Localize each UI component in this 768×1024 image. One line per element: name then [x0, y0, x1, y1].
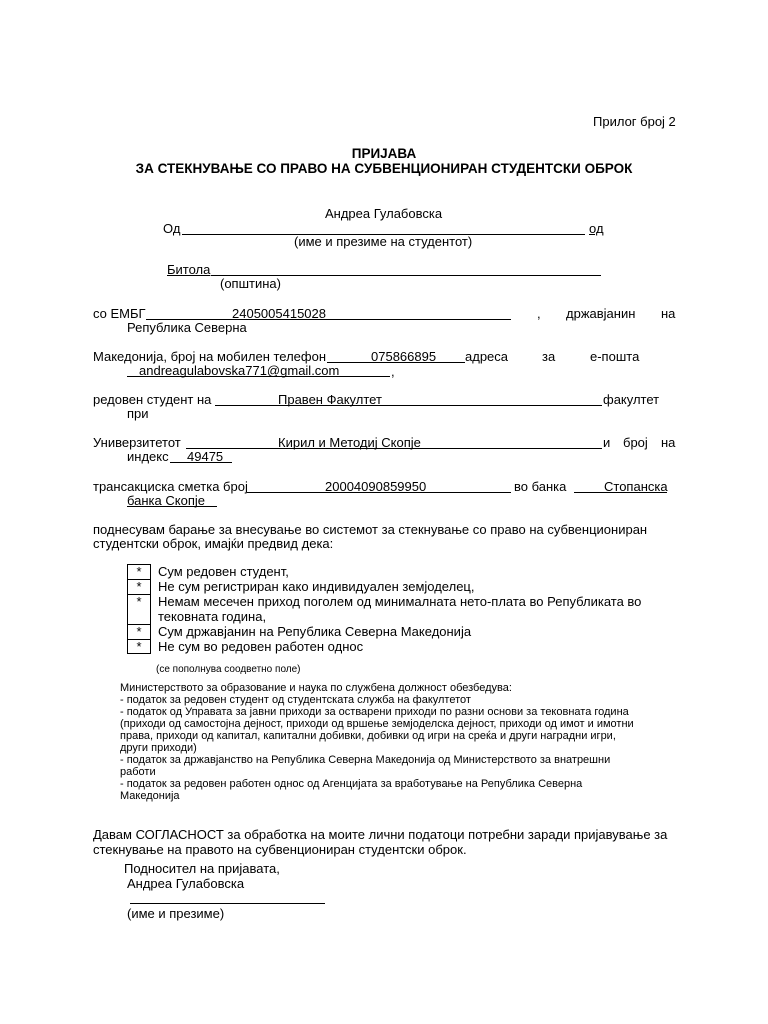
checklist-item	[127, 579, 641, 594]
ministry-note	[120, 682, 634, 802]
ministry-line: - податок за државјанство на Република Северна Македонија од Министерството за внатрешни	[120, 754, 611, 766]
checklist-text	[151, 594, 641, 624]
faculty-underline	[215, 405, 602, 406]
country-line1: Република Северна	[127, 320, 247, 335]
student-label: редовен студент на	[93, 392, 212, 407]
checkbox[interactable]: *	[127, 594, 151, 624]
ministry-line: права, приходи од капитал, капитални добивки, добивки од игри на среќа и други наградни игри,	[120, 730, 616, 742]
municipality-value: Битола	[167, 262, 211, 277]
on-label-2: на	[661, 435, 676, 450]
name-hint: (име и презиме на студентот)	[294, 234, 473, 249]
and-label: и	[603, 435, 611, 450]
checkbox[interactable]: *	[127, 579, 151, 594]
embg-label: со ЕМБГ	[93, 306, 146, 321]
applicant-name: Андреа Гулабовска	[127, 876, 245, 891]
checklist-item	[127, 594, 641, 624]
ministry-line: - податок од Управата за јавни приходи за остварени приходи по разни основи за тековната година	[120, 706, 629, 718]
email-comma: ,	[391, 364, 395, 379]
checkbox[interactable]: *	[127, 564, 151, 579]
applicant-label: Подносител на пријавата,	[124, 861, 280, 876]
from-label: Од	[163, 221, 181, 236]
index-value: 49475	[187, 449, 224, 464]
checklist-item	[127, 564, 641, 579]
municipality-hint: (општина)	[220, 276, 281, 291]
email-label: е-пошта	[590, 349, 640, 364]
checklist-text: Сум редовен студент,	[158, 564, 289, 579]
account-label: трансакциска сметка број	[93, 479, 248, 494]
for-label: за	[542, 349, 556, 364]
signature-hint: (име и презиме)	[127, 906, 225, 921]
phone-label: Македонија, број на мобилен телефон	[93, 349, 327, 364]
request-line1: поднесувам барање за внесување во системот за стекнување со право на субвенциониран	[93, 522, 648, 537]
citizen-label: државјанин	[566, 306, 636, 321]
checklist-text-line1: Немам месечен приход поголем од минималната нето-плата во Републиката во	[158, 594, 642, 609]
checkbox[interactable]: *	[127, 639, 151, 654]
checkbox[interactable]: *	[127, 624, 151, 639]
ministry-line: - податок за редовен работен однос од Агенцијата за вработување на Република Северна	[120, 778, 583, 790]
embg-value: 2405005415028	[232, 306, 326, 321]
university-value: Кирил и Методиј Скопје	[278, 435, 421, 450]
email-value: andreagulabovska771@gmail.com	[139, 363, 340, 378]
address-label: адреса	[465, 349, 509, 364]
fill-note: (се пополнува соодветно поле)	[156, 664, 301, 675]
ministry-line: Министерството за образование и наука по службена должност обезбедува:	[120, 682, 512, 694]
checklist-item	[127, 624, 641, 639]
applicant-name-value: Андреа Гулабовска	[325, 206, 443, 221]
faculty-value: Правен Факултет	[278, 392, 382, 407]
bank-label: во банка	[514, 479, 567, 494]
bank-value-line1: Стопанска	[604, 479, 668, 494]
university-label: Универзитетот	[93, 435, 181, 450]
phone-value: 075866895	[371, 349, 437, 364]
ministry-line: (приходи од самостојна дејност, приходи од вршење земјоделска дејност, приходи од имот и имотни	[120, 718, 634, 730]
ministry-line: - податок за редовен студент од студентската служба на факултетот	[120, 694, 471, 706]
checklist-text: Сум државјанин на Република Северна Македонија	[158, 624, 472, 639]
request-line2: студентски оброк, имајќи предвид дека:	[93, 536, 334, 551]
embg-comma: ,	[537, 306, 541, 321]
ministry-line: работи	[120, 766, 156, 778]
faculty-label: факултет	[603, 392, 660, 407]
checklist-item	[127, 639, 641, 654]
bank-value-line2: банка Скопје	[127, 493, 205, 508]
ministry-line: Македонија	[120, 790, 180, 802]
on-label: на	[661, 306, 676, 321]
index-label: индекс	[127, 449, 169, 464]
account-value: 20004090859950	[325, 479, 427, 494]
annex-number: Прилог број 2	[593, 114, 676, 129]
ministry-line: други приходи)	[120, 742, 197, 754]
number-label: број	[623, 435, 648, 450]
checklist-text: Не сум регистриран како индивидуален земјоделец,	[158, 579, 475, 594]
checklist-text: Не сум во редовен работен однос	[158, 639, 364, 654]
consent-line1: Давам СОГЛАСНОСТ за обработка на моите лични податоци потребни заради пријавување за	[93, 827, 668, 842]
signature-line	[130, 903, 325, 904]
form-title: ПРИЈАВА	[351, 146, 417, 161]
at-label: при	[127, 406, 149, 421]
consent-line2: стекнување на правото на субвенциониран студентски оброк.	[93, 842, 467, 857]
from-suffix: од	[589, 221, 604, 236]
checklist-text-line2: тековната година,	[158, 609, 267, 624]
conditions-checklist	[127, 564, 641, 654]
form-subtitle: ЗА СТЕКНУВАЊЕ СО ПРАВО НА СУБВЕНЦИОНИРАН СТУДЕНТСКИ ОБРОК	[135, 161, 633, 176]
